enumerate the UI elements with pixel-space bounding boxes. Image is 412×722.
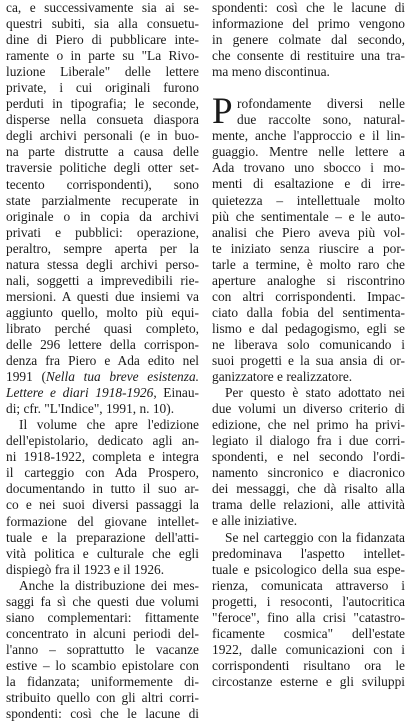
text-line: librato perché quasi completo, bbox=[6, 320, 199, 336]
text-line: dine di Piero di pubblicare inte- bbox=[6, 32, 199, 48]
text-line: spondenti: così che le lacune di bbox=[6, 706, 199, 722]
left-paragraph-3 bbox=[6, 578, 199, 722]
text-line: spondenti, e nel secondo l'ordi- bbox=[212, 449, 405, 465]
text-line: due volumi un diverso criterio di bbox=[212, 401, 405, 417]
text-line: 1922, dalle comunicazioni con i bbox=[212, 641, 405, 657]
text-line: denza fra Piero e Ada edito nel bbox=[6, 353, 199, 369]
text-line: luzione Liberale" delle lettere bbox=[6, 64, 199, 80]
text-line: tuale e psicologico della sua espe- bbox=[212, 561, 405, 577]
text-line: edizione, che nel primo ha privi- bbox=[212, 417, 405, 433]
right-paragraph-4 bbox=[212, 530, 405, 690]
citation-line bbox=[6, 385, 199, 401]
text-line: peraltro, sempre aperta per la bbox=[6, 240, 199, 256]
text-line: privati e pubblici: operazione, bbox=[6, 224, 199, 240]
text-line: namento sincronico e diacronico bbox=[212, 465, 405, 481]
text-line: traversie politiche degli otter set- bbox=[6, 160, 199, 176]
text-line: predominava l'aspetto intellet- bbox=[212, 545, 405, 561]
text-line: state parzialmente recuperate in bbox=[6, 192, 199, 208]
text-line: formazione del giovane intellet- bbox=[6, 513, 199, 529]
text-line: che consente di restituire una tra- bbox=[212, 48, 405, 64]
text-line: disperse nella consueta diaspora bbox=[6, 112, 199, 128]
text-line: lismo e dal pedagogismo, egli se bbox=[212, 320, 405, 336]
text-line: originale o in copia da archivi bbox=[6, 208, 199, 224]
text-line: ficamente cosmica" dell'estate bbox=[212, 625, 405, 641]
text-line: in genere colmate dal secondo, bbox=[212, 32, 405, 48]
text-line: più che sentimentale – e le auto- bbox=[212, 208, 405, 224]
text-line: private, i cui originali furono bbox=[6, 80, 199, 96]
right-paragraph-2 bbox=[212, 91, 405, 385]
text-line: Per questo è stato adottato nei bbox=[225, 385, 405, 401]
text-line: siano complementari: fittamente bbox=[6, 609, 199, 625]
text-line: tecento corrispondenti), sono bbox=[6, 176, 199, 192]
text-line: nali, soggetti a imprevedibili rie- bbox=[6, 272, 199, 288]
drop-cap: P bbox=[212, 91, 233, 133]
text-line: ramente o in parte su "La Rivo- bbox=[6, 48, 199, 64]
text-line: saggi fa sì che questi due volumi bbox=[6, 593, 199, 609]
text-line: guaggio. Mentre nelle lettere a bbox=[212, 144, 405, 160]
text-line: corrispondenti risultano ora le bbox=[212, 657, 405, 673]
text-line: due raccolte sono, natural- bbox=[237, 112, 405, 128]
book-subtitle: Lettere e diari 1918-1926 bbox=[6, 385, 154, 401]
text-line: estive – lo scambio epistolare con bbox=[6, 657, 199, 673]
citation-line bbox=[6, 369, 199, 385]
citation-line: di; cfr. "L'Indice", 1991, n. 10). bbox=[6, 401, 175, 417]
text-line: informazione del primo vengono bbox=[212, 16, 405, 32]
text-line: ganizzatore e realizzatore. bbox=[212, 369, 353, 385]
text-line: natura stessa degli archivi perso- bbox=[6, 256, 199, 272]
text-line: e alle iniziative. bbox=[212, 513, 298, 529]
citation-prefix: 1991 ( bbox=[6, 369, 46, 385]
text-line: ciato dalla fobia del sentimenta- bbox=[212, 304, 405, 320]
text-line: ca, e successivamente sia ai se- bbox=[6, 0, 199, 15]
text-line: tuale e la preparazione dell'atti- bbox=[6, 529, 199, 545]
text-line: quietezza – intellettuale molto bbox=[212, 192, 405, 208]
text-line: aperture analoghe si riscontrino bbox=[212, 272, 405, 288]
text-line: dell'epistolario, dedicato agli an- bbox=[6, 433, 199, 449]
text-line: menti di esaltazione e di irre- bbox=[212, 176, 405, 192]
text-line: perduti in tipografia; le seconde, bbox=[6, 96, 199, 112]
text-line: aggiunto quello, molto più equi- bbox=[6, 304, 199, 320]
text-line: na parte distrutte a causa delle bbox=[6, 144, 199, 160]
text-line: Anche la distribuzione dei mes- bbox=[19, 577, 199, 593]
text-line: con altri corrispondenti. Impac- bbox=[212, 288, 405, 304]
text-line: circostanze esterne e gli sviluppi bbox=[212, 673, 405, 689]
text-line: Ada trovano uno sbocco i mo- bbox=[212, 160, 405, 176]
text-line: analisi che Piero aveva più vol- bbox=[212, 224, 405, 240]
text-line: il carteggio con Ada Prospero, bbox=[6, 465, 199, 481]
book-title: Nella tua breve esistenza. bbox=[45, 369, 199, 385]
text-line: degli archivi personali (e in buo- bbox=[6, 128, 199, 144]
text-line: dispiegò fra il 1923 e il 1926. bbox=[6, 561, 165, 577]
text-line: Il volume che apre l'edizione bbox=[19, 417, 199, 433]
citation-publisher: , Einau- bbox=[153, 385, 199, 401]
right-column bbox=[212, 0, 405, 690]
text-line: ma meno discontinua. bbox=[212, 64, 330, 80]
text-line: te iniziato senza riuscire a por- bbox=[212, 240, 405, 256]
right-paragraph-3 bbox=[212, 385, 405, 529]
text-line: tarle a termine, è molto raro che bbox=[212, 256, 405, 272]
left-paragraph-1 bbox=[6, 0, 199, 417]
text-line: legiato il dialogo fra i due corri- bbox=[212, 433, 405, 449]
section-gap bbox=[212, 80, 405, 96]
text-line: mente, anche l'approccio e il lin- bbox=[212, 128, 405, 144]
text-line: vità politica e culturale che egli bbox=[6, 545, 199, 561]
text-line: trama delle relazioni, alle attività bbox=[212, 497, 405, 513]
text-line: la fidanzata; uniformemente di- bbox=[6, 673, 199, 689]
text-line: ni 1918-1922, completa e integra bbox=[6, 449, 199, 465]
text-line: stribuito quello con gli altri corri- bbox=[6, 690, 199, 706]
text-line: l'anno – soprattutto le vacanze bbox=[6, 641, 199, 657]
text-line: questri subiti, sia alla consuetu- bbox=[6, 16, 199, 32]
text-line: spondenti: così che le lacune di bbox=[212, 0, 405, 15]
left-column bbox=[6, 0, 199, 722]
text-line: documentando in tutto il suo ar- bbox=[6, 481, 199, 497]
text-line: co e nei suoi diversi passaggi la bbox=[6, 497, 199, 513]
text-line: mersioni. A questi due insiemi va bbox=[6, 288, 199, 304]
text-line: dei messaggi, che dà risalto alla bbox=[212, 481, 405, 497]
left-paragraph-2 bbox=[6, 417, 199, 577]
text-line: ne liberava solo comunicando i bbox=[212, 336, 405, 352]
text-line: progetti, i resoconti, l'autocritica bbox=[212, 593, 405, 609]
text-line: rofondamente diversi nelle bbox=[237, 96, 405, 112]
text-line: delle 296 lettere della corrispon- bbox=[6, 336, 199, 352]
right-paragraph-1 bbox=[212, 0, 405, 80]
text-line: Se nel carteggio con la fidanzata bbox=[225, 529, 405, 545]
text-line: concentrato in alcuni periodi del- bbox=[6, 625, 199, 641]
text-line: suoi progetti e la sua ansia di or- bbox=[212, 352, 405, 368]
text-line: "feroce", fino alla crisi "catastro- bbox=[212, 609, 405, 625]
text-line: rienza, comunicata attraverso i bbox=[212, 577, 405, 593]
